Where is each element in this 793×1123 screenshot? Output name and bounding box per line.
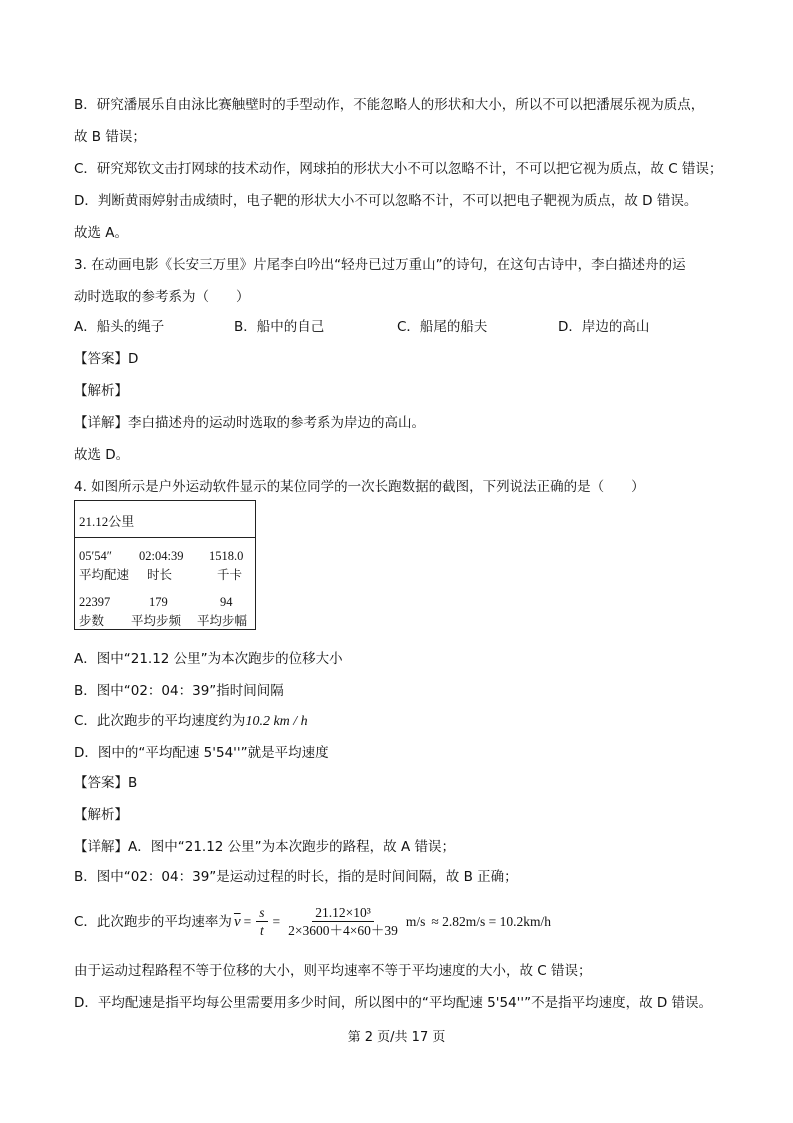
option-a: A．图中“21.12 公里”为本次跑步的位移大小 xyxy=(74,651,343,667)
divider xyxy=(75,537,255,538)
option-b: B．图中“02：04：39”指时间间隔 xyxy=(74,683,284,699)
analysis-label: 【解析】 xyxy=(74,383,128,399)
equals-sign: = xyxy=(272,914,281,929)
option-d: D．图中的“平均配速 5'54''”就是平均速度 xyxy=(74,745,329,761)
option-d: D．岸边的高山 xyxy=(558,319,650,335)
cadence-label: 平均步频 xyxy=(131,614,182,628)
option-a: A．船头的绳子 xyxy=(74,319,165,335)
analysis-label: 【解析】 xyxy=(74,807,128,823)
stride-label: 平均步幅 xyxy=(197,614,248,628)
calories-label: 千卡 xyxy=(217,568,243,582)
conclusion-c: 由于运动过程路程不等于位移的大小，则平均速率不等于平均速度的大小，故 C 错误； xyxy=(74,963,592,979)
text-line: 故选 A。 xyxy=(74,225,129,241)
velocity-symbol: $\overline{v}$ xyxy=(233,914,241,930)
fraction-numerator: 21.12×10³ xyxy=(312,905,374,922)
fraction-value xyxy=(285,905,401,940)
equals-sign: = xyxy=(243,914,252,929)
text-line: 故 B 错误； xyxy=(74,129,146,145)
page-footer: 第 2 页/共 17 页 xyxy=(347,1030,446,1045)
calories-value: 1518.0 xyxy=(209,549,244,563)
text-line: D．判断黄雨婷射击成绩时，电子靶的形状大小不可以忽略不计，不可以把电子靶视为质点，故 D 错误。 xyxy=(74,193,698,209)
option-c-text: C．此次跑步的平均速度约为 xyxy=(74,713,246,729)
detail-explanation: 【详解】李白描述舟的运动时选取的参考系为岸边的高山。 xyxy=(74,415,425,431)
steps-value: 22397 xyxy=(79,595,111,609)
pace-value: 05′54″ xyxy=(79,549,112,563)
fraction-denominator: t xyxy=(259,922,264,938)
question-3-stem: 3. 在动画电影《长安三万里》片尾李白吟出“轻舟已过万重山”的诗句，在这句古诗中，李白描述舟的运 xyxy=(74,257,686,273)
formula-result: ≈ 2.82m/s = 10.2km/h xyxy=(431,914,552,929)
detail-b: B．图中“02：04：39”是运动过程的时长，指的是时间间隔，故 B 正确； xyxy=(74,869,518,885)
running-data-box xyxy=(74,500,256,630)
option-b: B．船中的自己 xyxy=(234,319,325,335)
fraction-numerator: s xyxy=(256,905,267,922)
question-3-options xyxy=(0,318,793,336)
text-line: C．研究郑钦文击打网球的技术动作，网球拍的形状大小不可以忽略不计，不可以把它视为质点，故 C 错误； xyxy=(74,161,723,177)
option-c-value: 10.2 km / h xyxy=(245,714,308,729)
detail-explanation: 【详解】A．图中“21.12 公里”为本次跑步的路程，故 A 错误； xyxy=(74,839,455,855)
pace-label: 平均配速 xyxy=(79,568,130,582)
formula-prefix: C．此次跑步的平均速率为 xyxy=(74,914,232,930)
fraction-denominator: 2×3600＋4×60＋39 xyxy=(288,922,398,938)
steps-label: 步数 xyxy=(79,614,105,628)
answer-label: 【答案】D xyxy=(74,351,139,367)
text-line: B．研究潘展乐自由泳比赛触壁时的手型动作，不能忽略人的形状和大小，所以不可以把潘展乐视为质点， xyxy=(74,97,705,113)
detail-d: D．平均配速是指平均每公里需要用多少时间，所以图中的“平均配速 5'54''”不是指平均速度，故 D 错误。 xyxy=(74,995,713,1011)
option-c xyxy=(74,712,308,731)
question-4-stem: 4. 如图所示是户外运动软件显示的某位同学的一次长跑数据的截图，下列说法正确的是（ ） xyxy=(74,479,645,495)
option-c: C．船尾的船夫 xyxy=(397,319,488,335)
stride-value: 94 xyxy=(220,595,233,609)
fraction-s-over-t xyxy=(256,905,267,940)
question-3-stem-cont: 动时选取的参考系为（ ） xyxy=(74,289,250,305)
answer-label: 【答案】B xyxy=(74,775,138,791)
duration-value: 02:04:39 xyxy=(139,549,184,563)
duration-label: 时长 xyxy=(147,568,173,582)
unit: m/s xyxy=(405,914,426,929)
choose-line: 故选 D。 xyxy=(74,447,130,463)
cadence-value: 179 xyxy=(149,595,168,609)
formula-line xyxy=(74,902,551,942)
distance-value: 21.12公里 xyxy=(79,514,135,529)
